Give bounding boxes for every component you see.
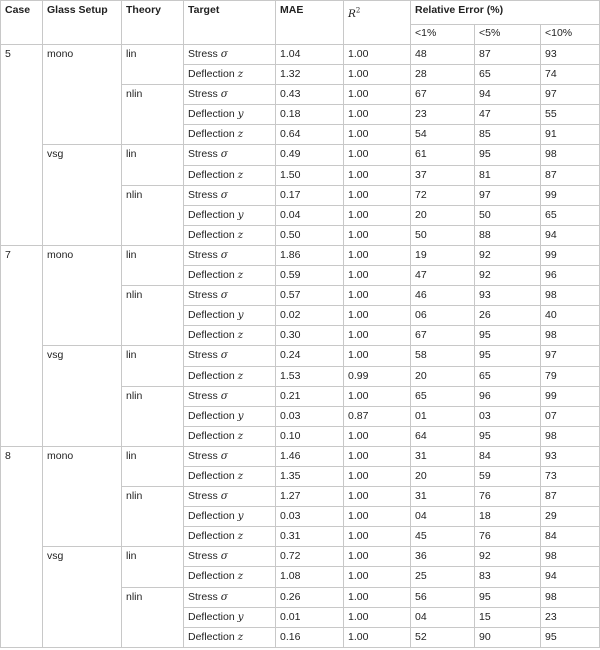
target-symbol: z xyxy=(237,329,244,342)
cell-r2: 1.00 xyxy=(344,527,411,547)
cell-mae: 0.31 xyxy=(276,527,344,547)
table-header xyxy=(1,1,600,45)
header-lt10: <10% xyxy=(541,25,600,45)
cell-err-lt10: 94 xyxy=(541,567,600,587)
cell-err-lt5: 76 xyxy=(475,487,541,507)
header-target: Target xyxy=(184,1,276,45)
cell-err-lt10: 98 xyxy=(541,286,600,306)
cell-r2: 0.87 xyxy=(344,406,411,426)
target-symbol: z xyxy=(237,128,244,141)
target-label: Deflection xyxy=(188,630,235,643)
cell-mae: 0.21 xyxy=(276,386,344,406)
cell-mae: 0.04 xyxy=(276,205,344,225)
table-body xyxy=(1,45,600,648)
cell-target xyxy=(184,105,276,125)
target-label: Deflection xyxy=(188,409,235,422)
cell-err-lt10: 87 xyxy=(541,165,600,185)
cell-r2: 1.00 xyxy=(344,245,411,265)
target-label: Deflection xyxy=(188,510,235,523)
cell-err-lt1: 67 xyxy=(411,85,475,105)
cell-err-lt1: 19 xyxy=(411,245,475,265)
header-relative-error: Relative Error (%) xyxy=(411,1,600,25)
target-label: Deflection xyxy=(188,108,235,121)
cell-target xyxy=(184,386,276,406)
cell-r2: 1.00 xyxy=(344,266,411,286)
target-label: Deflection xyxy=(188,329,235,342)
cell-err-lt10: 84 xyxy=(541,527,600,547)
cell-mae: 1.35 xyxy=(276,466,344,486)
cell-glass-setup: vsg xyxy=(43,346,122,446)
cell-r2: 1.00 xyxy=(344,45,411,65)
cell-err-lt1: 04 xyxy=(411,607,475,627)
target-symbol: σ xyxy=(220,88,228,101)
cell-err-lt5: 84 xyxy=(475,446,541,466)
cell-mae: 1.27 xyxy=(276,487,344,507)
cell-err-lt10: 55 xyxy=(541,105,600,125)
cell-err-lt1: 20 xyxy=(411,466,475,486)
cell-mae: 0.30 xyxy=(276,326,344,346)
cell-err-lt1: 65 xyxy=(411,386,475,406)
cell-glass-setup: mono xyxy=(43,245,122,345)
table-row xyxy=(1,346,600,366)
cell-err-lt5: 76 xyxy=(475,527,541,547)
target-symbol: z xyxy=(237,269,244,282)
cell-mae: 0.50 xyxy=(276,225,344,245)
target-symbol: σ xyxy=(220,550,228,563)
cell-r2: 1.00 xyxy=(344,326,411,346)
cell-theory: lin xyxy=(122,145,184,185)
target-label: Deflection xyxy=(188,68,235,81)
cell-mae: 0.10 xyxy=(276,426,344,446)
cell-mae: 0.16 xyxy=(276,627,344,647)
cell-mae: 0.59 xyxy=(276,266,344,286)
cell-err-lt5: 26 xyxy=(475,306,541,326)
cell-err-lt5: 92 xyxy=(475,245,541,265)
cell-r2: 1.00 xyxy=(344,567,411,587)
cell-err-lt10: 93 xyxy=(541,45,600,65)
cell-err-lt5: 59 xyxy=(475,466,541,486)
cell-theory: nlin xyxy=(122,587,184,647)
cell-err-lt5: 88 xyxy=(475,225,541,245)
cell-err-lt1: 45 xyxy=(411,527,475,547)
cell-err-lt10: 99 xyxy=(541,245,600,265)
cell-err-lt10: 74 xyxy=(541,65,600,85)
cell-err-lt1: 20 xyxy=(411,366,475,386)
cell-target xyxy=(184,205,276,225)
target-label: Stress xyxy=(188,289,218,302)
target-symbol: y xyxy=(237,510,244,523)
cell-err-lt5: 50 xyxy=(475,205,541,225)
cell-target xyxy=(184,426,276,446)
cell-target xyxy=(184,346,276,366)
cell-mae: 0.57 xyxy=(276,286,344,306)
cell-r2: 1.00 xyxy=(344,487,411,507)
target-symbol: σ xyxy=(220,148,228,161)
cell-mae: 1.04 xyxy=(276,45,344,65)
cell-err-lt10: 95 xyxy=(541,627,600,647)
cell-case: 5 xyxy=(1,45,43,246)
cell-r2: 1.00 xyxy=(344,205,411,225)
cell-err-lt1: 64 xyxy=(411,426,475,446)
cell-err-lt5: 92 xyxy=(475,547,541,567)
cell-target xyxy=(184,607,276,627)
target-label: Stress xyxy=(188,490,218,503)
cell-target xyxy=(184,125,276,145)
target-symbol: z xyxy=(237,469,244,482)
cell-err-lt10: 79 xyxy=(541,366,600,386)
target-symbol: z xyxy=(237,228,244,241)
cell-target xyxy=(184,366,276,386)
cell-err-lt1: 31 xyxy=(411,487,475,507)
cell-target xyxy=(184,65,276,85)
target-label: Stress xyxy=(188,389,218,402)
cell-target xyxy=(184,507,276,527)
cell-r2: 1.00 xyxy=(344,185,411,205)
cell-err-lt5: 94 xyxy=(475,85,541,105)
cell-err-lt5: 83 xyxy=(475,567,541,587)
target-label: Deflection xyxy=(188,429,235,442)
cell-r2: 1.00 xyxy=(344,587,411,607)
cell-err-lt5: 95 xyxy=(475,426,541,446)
target-label: Deflection xyxy=(188,469,235,482)
target-symbol: σ xyxy=(220,289,228,302)
cell-target xyxy=(184,326,276,346)
cell-glass-setup: mono xyxy=(43,45,122,145)
table-row xyxy=(1,245,600,265)
cell-r2: 1.00 xyxy=(344,125,411,145)
header-r2-base: R xyxy=(348,7,356,20)
cell-mae: 0.72 xyxy=(276,547,344,567)
cell-mae: 0.49 xyxy=(276,145,344,165)
cell-err-lt10: 98 xyxy=(541,145,600,165)
target-label: Deflection xyxy=(188,128,235,141)
table-row xyxy=(1,145,600,165)
cell-r2: 1.00 xyxy=(344,507,411,527)
cell-err-lt5: 90 xyxy=(475,627,541,647)
target-symbol: y xyxy=(237,309,244,322)
cell-theory: lin xyxy=(122,245,184,285)
target-label: Deflection xyxy=(188,208,235,221)
cell-err-lt10: 07 xyxy=(541,406,600,426)
cell-mae: 0.26 xyxy=(276,587,344,607)
header-case: Case xyxy=(1,1,43,45)
cell-mae: 0.43 xyxy=(276,85,344,105)
target-label: Deflection xyxy=(188,309,235,322)
cell-err-lt5: 65 xyxy=(475,65,541,85)
cell-target xyxy=(184,225,276,245)
cell-err-lt1: 67 xyxy=(411,326,475,346)
cell-err-lt5: 47 xyxy=(475,105,541,125)
target-label: Stress xyxy=(188,188,218,201)
cell-err-lt10: 99 xyxy=(541,386,600,406)
cell-mae: 0.02 xyxy=(276,306,344,326)
table-row xyxy=(1,45,600,65)
cell-err-lt5: 18 xyxy=(475,507,541,527)
cell-r2: 1.00 xyxy=(344,306,411,326)
cell-theory: nlin xyxy=(122,185,184,245)
cell-err-lt1: 04 xyxy=(411,507,475,527)
cell-err-lt10: 94 xyxy=(541,225,600,245)
cell-r2: 1.00 xyxy=(344,446,411,466)
cell-r2: 1.00 xyxy=(344,426,411,446)
target-label: Stress xyxy=(188,88,218,101)
cell-err-lt5: 92 xyxy=(475,266,541,286)
cell-err-lt10: 98 xyxy=(541,587,600,607)
cell-err-lt1: 58 xyxy=(411,346,475,366)
cell-target xyxy=(184,266,276,286)
target-label: Stress xyxy=(188,590,218,603)
target-symbol: y xyxy=(237,108,244,121)
cell-r2: 1.00 xyxy=(344,627,411,647)
cell-r2: 0.99 xyxy=(344,366,411,386)
target-label: Stress xyxy=(188,449,218,462)
cell-err-lt1: 01 xyxy=(411,406,475,426)
cell-target xyxy=(184,45,276,65)
cell-glass-setup: vsg xyxy=(43,547,122,647)
cell-theory: lin xyxy=(122,346,184,386)
cell-r2: 1.00 xyxy=(344,145,411,165)
cell-err-lt1: 54 xyxy=(411,125,475,145)
cell-target xyxy=(184,446,276,466)
cell-mae: 1.53 xyxy=(276,366,344,386)
header-lt5: <5% xyxy=(475,25,541,45)
cell-mae: 0.17 xyxy=(276,185,344,205)
cell-err-lt5: 15 xyxy=(475,607,541,627)
cell-err-lt1: 20 xyxy=(411,205,475,225)
cell-theory: lin xyxy=(122,45,184,85)
cell-err-lt1: 47 xyxy=(411,266,475,286)
cell-target xyxy=(184,567,276,587)
cell-err-lt10: 97 xyxy=(541,85,600,105)
target-symbol: σ xyxy=(220,449,228,462)
target-label: Deflection xyxy=(188,369,235,382)
cell-target xyxy=(184,406,276,426)
header-lt1: <1% xyxy=(411,25,475,45)
cell-target xyxy=(184,165,276,185)
cell-target xyxy=(184,245,276,265)
cell-err-lt10: 87 xyxy=(541,487,600,507)
target-symbol: z xyxy=(237,168,244,181)
target-label: Stress xyxy=(188,550,218,563)
target-label: Deflection xyxy=(188,269,235,282)
target-symbol: y xyxy=(237,409,244,422)
target-symbol: σ xyxy=(220,490,228,503)
cell-r2: 1.00 xyxy=(344,547,411,567)
cell-r2: 1.00 xyxy=(344,165,411,185)
cell-err-lt10: 23 xyxy=(541,607,600,627)
cell-err-lt1: 31 xyxy=(411,446,475,466)
target-symbol: y xyxy=(237,208,244,221)
cell-case: 8 xyxy=(1,446,43,647)
cell-err-lt5: 95 xyxy=(475,587,541,607)
cell-err-lt1: 37 xyxy=(411,165,475,185)
cell-err-lt1: 50 xyxy=(411,225,475,245)
cell-err-lt1: 36 xyxy=(411,547,475,567)
cell-err-lt5: 93 xyxy=(475,286,541,306)
cell-target xyxy=(184,145,276,165)
header-r2 xyxy=(344,1,411,45)
cell-err-lt10: 96 xyxy=(541,266,600,286)
cell-err-lt10: 99 xyxy=(541,185,600,205)
cell-err-lt5: 97 xyxy=(475,185,541,205)
cell-mae: 0.03 xyxy=(276,507,344,527)
cell-target xyxy=(184,306,276,326)
cell-r2: 1.00 xyxy=(344,105,411,125)
cell-theory: nlin xyxy=(122,487,184,547)
cell-err-lt10: 98 xyxy=(541,547,600,567)
cell-err-lt10: 40 xyxy=(541,306,600,326)
cell-mae: 1.46 xyxy=(276,446,344,466)
cell-mae: 1.50 xyxy=(276,165,344,185)
cell-err-lt5: 03 xyxy=(475,406,541,426)
cell-target xyxy=(184,547,276,567)
cell-err-lt1: 28 xyxy=(411,65,475,85)
cell-target xyxy=(184,185,276,205)
cell-mae: 0.18 xyxy=(276,105,344,125)
cell-err-lt1: 72 xyxy=(411,185,475,205)
cell-target xyxy=(184,587,276,607)
target-label: Deflection xyxy=(188,168,235,181)
cell-err-lt5: 81 xyxy=(475,165,541,185)
cell-r2: 1.00 xyxy=(344,346,411,366)
cell-glass-setup: vsg xyxy=(43,145,122,245)
target-symbol: σ xyxy=(220,389,228,402)
cell-case: 7 xyxy=(1,245,43,446)
cell-target xyxy=(184,466,276,486)
cell-err-lt10: 93 xyxy=(541,446,600,466)
target-label: Stress xyxy=(188,248,218,261)
cell-theory: nlin xyxy=(122,85,184,145)
cell-target xyxy=(184,487,276,507)
cell-err-lt10: 73 xyxy=(541,466,600,486)
target-symbol: z xyxy=(237,369,244,382)
target-symbol: z xyxy=(237,429,244,442)
cell-err-lt5: 95 xyxy=(475,326,541,346)
target-label: Deflection xyxy=(188,530,235,543)
table-row xyxy=(1,446,600,466)
target-symbol: σ xyxy=(220,590,228,603)
cell-err-lt5: 65 xyxy=(475,366,541,386)
cell-mae: 0.03 xyxy=(276,406,344,426)
cell-r2: 1.00 xyxy=(344,85,411,105)
cell-mae: 0.64 xyxy=(276,125,344,145)
cell-r2: 1.00 xyxy=(344,225,411,245)
cell-err-lt10: 97 xyxy=(541,346,600,366)
target-label: Deflection xyxy=(188,610,235,623)
cell-theory: nlin xyxy=(122,386,184,446)
cell-mae: 1.08 xyxy=(276,567,344,587)
cell-err-lt1: 25 xyxy=(411,567,475,587)
target-symbol: σ xyxy=(220,349,228,362)
cell-err-lt1: 61 xyxy=(411,145,475,165)
target-symbol: σ xyxy=(220,48,228,60)
cell-r2: 1.00 xyxy=(344,386,411,406)
cell-err-lt10: 29 xyxy=(541,507,600,527)
target-symbol: σ xyxy=(220,248,228,261)
cell-err-lt10: 91 xyxy=(541,125,600,145)
cell-err-lt1: 06 xyxy=(411,306,475,326)
cell-err-lt1: 46 xyxy=(411,286,475,306)
target-symbol: z xyxy=(237,630,244,643)
cell-mae: 0.24 xyxy=(276,346,344,366)
cell-target xyxy=(184,85,276,105)
target-label: Stress xyxy=(188,148,218,161)
cell-err-lt1: 52 xyxy=(411,627,475,647)
target-label: Stress xyxy=(188,349,218,362)
cell-err-lt5: 95 xyxy=(475,145,541,165)
cell-target xyxy=(184,527,276,547)
cell-target xyxy=(184,286,276,306)
cell-r2: 1.00 xyxy=(344,286,411,306)
cell-r2: 1.00 xyxy=(344,466,411,486)
cell-err-lt10: 98 xyxy=(541,326,600,346)
cell-err-lt10: 65 xyxy=(541,205,600,225)
cell-err-lt1: 56 xyxy=(411,587,475,607)
header-mae: MAE xyxy=(276,1,344,45)
cell-err-lt5: 95 xyxy=(475,346,541,366)
cell-err-lt5: 85 xyxy=(475,125,541,145)
cell-theory: lin xyxy=(122,446,184,486)
cell-err-lt1: 23 xyxy=(411,105,475,125)
cell-theory: lin xyxy=(122,547,184,587)
target-symbol: z xyxy=(237,570,244,583)
header-r2-sup: 2 xyxy=(355,6,361,14)
cell-mae: 1.86 xyxy=(276,245,344,265)
target-symbol: z xyxy=(237,530,244,543)
cell-mae: 1.32 xyxy=(276,65,344,85)
target-symbol: z xyxy=(237,68,244,81)
target-symbol: σ xyxy=(220,188,228,201)
target-symbol: y xyxy=(237,610,244,623)
cell-mae: 0.01 xyxy=(276,607,344,627)
cell-theory: nlin xyxy=(122,286,184,346)
header-glass-setup: Glass Setup xyxy=(43,1,122,45)
target-label: Stress xyxy=(188,48,218,60)
target-label: Deflection xyxy=(188,228,235,241)
table-row xyxy=(1,547,600,567)
cell-err-lt1: 48 xyxy=(411,45,475,65)
cell-err-lt10: 98 xyxy=(541,426,600,446)
cell-r2: 1.00 xyxy=(344,607,411,627)
cell-err-lt5: 96 xyxy=(475,386,541,406)
cell-glass-setup: mono xyxy=(43,446,122,546)
header-theory: Theory xyxy=(122,1,184,45)
cell-target xyxy=(184,627,276,647)
cell-err-lt5: 87 xyxy=(475,45,541,65)
target-label: Deflection xyxy=(188,570,235,583)
cell-r2: 1.00 xyxy=(344,65,411,85)
